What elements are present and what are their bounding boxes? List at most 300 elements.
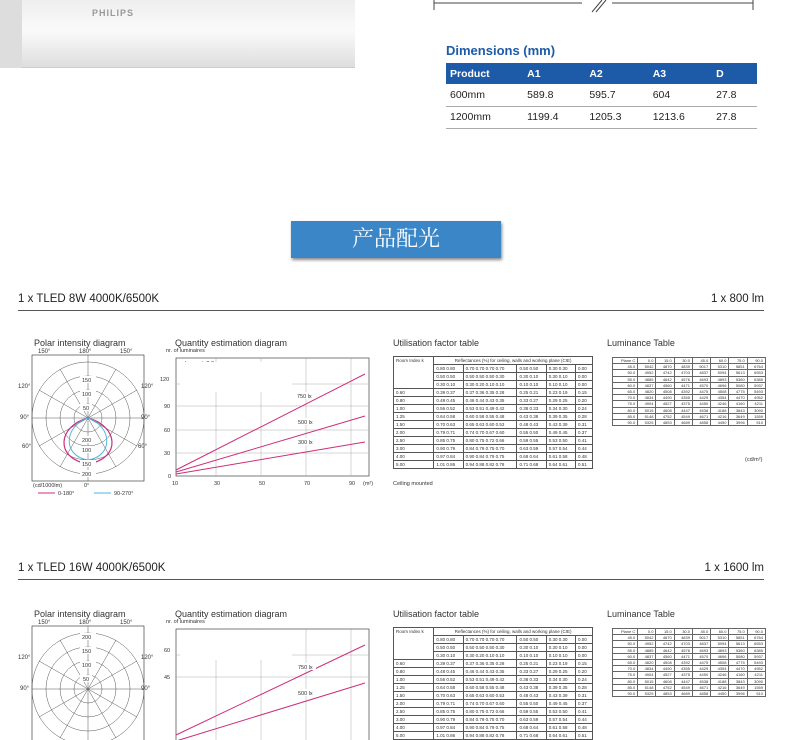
table-cell: 1.50	[394, 421, 434, 429]
table-cell: 0.61 0.58	[546, 453, 575, 461]
table-cell: 0.68 0.64	[517, 453, 546, 461]
table-cell: 4560	[656, 382, 674, 388]
table-cell: 5042	[638, 364, 656, 370]
table-cell: 4870	[656, 635, 674, 641]
table-cell: 4885	[638, 647, 656, 653]
table-cell: 5017	[692, 635, 710, 641]
header-cell: 30.0	[674, 629, 692, 635]
table-cell: 4392	[674, 659, 692, 665]
table-cell: 4858	[692, 690, 710, 696]
table-cell: 6764	[747, 364, 765, 370]
table-cell: 0.59 0.55	[517, 437, 546, 445]
table-cell: 0.64 0.58	[434, 413, 463, 421]
table-cell: 0.49 0.45	[546, 700, 575, 708]
table-cell: 4355	[674, 395, 692, 401]
section-header-8w	[18, 289, 764, 311]
xtick: 10	[172, 481, 179, 487]
table-cell: 4703	[674, 641, 692, 647]
table-cell: 2.50	[394, 708, 434, 716]
table-cell: 4904	[638, 401, 656, 407]
line-label: 300 lx	[298, 440, 313, 446]
table-cell: 4471	[674, 382, 692, 388]
angle-label: 120°	[18, 384, 31, 390]
header-cell: 75.0	[729, 629, 747, 635]
table-row	[394, 429, 593, 437]
table-cell: 0.31	[576, 692, 593, 700]
table-cell: 0.84 0.79 0.75 0.70	[463, 716, 517, 724]
table-cell: 0.43 0.38	[517, 413, 546, 421]
table-cell: 0.90 0.79	[434, 716, 463, 724]
table-cell: 0.49 0.45	[546, 429, 575, 437]
table-cell: 0.10 0.10	[546, 381, 575, 389]
table-cell: 50.0	[613, 641, 638, 647]
table-cell: 3649	[729, 413, 747, 419]
table-cell: 45.0	[613, 364, 638, 370]
table-cell: 0.44	[576, 445, 593, 453]
polar-title: Polar intensity diagram	[34, 338, 126, 348]
xtick: 30	[214, 481, 221, 487]
table-cell: 0.50 0.50 0.50 0.30	[463, 373, 517, 381]
table-cell: 4508	[711, 388, 729, 394]
dimensions-title: Dimensions (mm)	[446, 43, 556, 58]
header-cell: 15.0	[656, 629, 674, 635]
table-cell: 4.00	[394, 453, 434, 461]
table-cell: 65.0	[613, 659, 638, 665]
table-cell: 6553	[747, 370, 765, 376]
table-cell: 0.46 0.44 0.43 0.35	[463, 397, 517, 405]
table-cell: 5080	[729, 382, 747, 388]
table-cell: 0.00	[576, 636, 593, 644]
table-cell: 0.85 0.75	[434, 437, 463, 445]
luminance-title: Luminance Table	[607, 338, 675, 348]
table-cell: 4853	[656, 419, 674, 425]
table-cell: 0.48 0.45	[434, 668, 463, 676]
table-cell: 4560	[656, 653, 674, 659]
table-cell: 3996	[729, 690, 747, 696]
table-cell: 4475	[692, 388, 710, 394]
line-label: 750 lx	[297, 394, 312, 400]
table-cell: 0.30 0.10	[546, 644, 575, 652]
table-cell: 4703	[674, 370, 692, 376]
table-row	[446, 106, 757, 128]
table-cell: 589.8	[523, 84, 585, 106]
xunit: (m²)	[363, 481, 374, 487]
ytick: 60	[164, 648, 171, 654]
table-cell: 0.39 0.37	[434, 660, 463, 668]
table-cell: 4839	[674, 364, 692, 370]
table-cell: 4549	[674, 684, 692, 690]
table-cell: 1.00	[394, 405, 434, 413]
table-cell: 595.7	[585, 84, 648, 106]
table-cell: 0.34 0.30	[546, 676, 575, 684]
table-cell: 4216	[711, 413, 729, 419]
table-cell: 4742	[656, 641, 674, 647]
table-cell: 4608	[656, 678, 674, 684]
table-cell: 4952	[638, 370, 656, 376]
table-cell: 3649	[729, 684, 747, 690]
table-cell: 4450	[711, 690, 729, 696]
table-cell: 4354	[711, 666, 729, 672]
quantity-ylabel: nr. of luminaires	[166, 348, 205, 354]
table-cell: 70.0	[613, 395, 638, 401]
table-cell: 1559	[747, 684, 765, 690]
table-row	[394, 413, 593, 421]
table-cell: 4858	[692, 419, 710, 425]
table-cell: 4447	[674, 678, 692, 684]
table-cell: 4834	[638, 395, 656, 401]
table-cell: 0.28	[576, 413, 593, 421]
ring-label: 200	[82, 438, 92, 444]
tube-end-cap	[0, 0, 22, 68]
uf-footer: Ceiling mounted	[393, 481, 433, 487]
ytick: 45	[164, 675, 171, 681]
table-cell: 4671	[692, 684, 710, 690]
table-cell: 0.90 0.84 0.79 0.75	[463, 724, 517, 732]
polar-title: Polar intensity diagram	[34, 609, 126, 619]
table-cell: 4952	[638, 641, 656, 647]
table-cell: 1200mm	[446, 106, 523, 128]
angle-label: 60°	[22, 444, 32, 450]
table-cell: 5613	[729, 641, 747, 647]
table-cell: 4642	[656, 376, 674, 382]
table-cell: 0.71 0.68	[517, 732, 546, 740]
table-cell: 4490	[656, 395, 674, 401]
header-cell: A3	[649, 63, 712, 84]
table-cell: 4576	[674, 376, 692, 382]
table-cell: 0.80	[394, 668, 434, 676]
table-cell: 1.01 0.86	[434, 732, 463, 740]
utilisation-factor-table	[393, 356, 593, 469]
table-cell: 0.80 0.75 0.72 0.66	[463, 708, 517, 716]
header-cell: 30.0	[674, 358, 692, 364]
table-cell: 60.0	[613, 382, 638, 388]
xtick: 50	[259, 481, 266, 487]
table-cell: 4689	[674, 419, 692, 425]
table-row	[394, 708, 593, 716]
table-cell: 4211	[747, 401, 765, 407]
table-cell: 0.84 0.79 0.75 0.70	[463, 445, 517, 453]
table-cell: 0.39 0.35	[546, 413, 575, 421]
table-cell: 0.79 0.71	[434, 700, 463, 708]
line-label: 500 lx	[298, 691, 313, 697]
ytick: 90	[164, 404, 171, 410]
angle-label: 120°	[141, 655, 154, 661]
table-cell: 2.50	[394, 437, 434, 445]
angle-label: 180°	[79, 620, 92, 626]
table-row	[394, 660, 593, 668]
table-cell: 4576	[674, 647, 692, 653]
header-cell: 0.0	[638, 358, 656, 364]
header-cell: 45.0	[692, 358, 710, 364]
ring-label: 200	[82, 635, 92, 641]
ring-label: 150	[82, 378, 92, 384]
table-cell: 0.60	[394, 389, 434, 397]
table-cell: 4246	[711, 401, 729, 407]
table-cell: 0.50 0.50	[517, 365, 546, 373]
table-cell: 4752	[656, 684, 674, 690]
ytick: 0	[168, 474, 172, 480]
table-row	[394, 461, 593, 469]
table-cell: 4429	[692, 395, 710, 401]
table-cell: 0.39 0.37	[434, 389, 463, 397]
table-cell: 1213.6	[649, 106, 712, 128]
ring-label: 150	[82, 462, 92, 468]
uf-title: Utilisation factor table	[393, 338, 480, 348]
quantity-estimation-diagram	[160, 354, 380, 490]
table-cell: 1205.3	[585, 106, 648, 128]
table-cell: 0.51	[576, 732, 593, 740]
table-cell: 3843	[729, 678, 747, 684]
table-cell: 4570	[692, 382, 710, 388]
table-cell: 0.43 0.39	[546, 421, 575, 429]
luminance-unit: (cd/m²)	[745, 457, 763, 463]
table-cell: 0.97 0.84	[434, 724, 463, 732]
table-cell: 4642	[656, 647, 674, 653]
table-cell: 3090	[747, 407, 765, 413]
table-cell: 4188	[711, 678, 729, 684]
table-cell: 5017	[692, 364, 710, 370]
table-cell: 0.48 0.43	[517, 692, 546, 700]
xtick: 70	[304, 481, 311, 487]
table-cell: 5.00	[394, 461, 434, 469]
table-cell: 0.59 0.55	[517, 708, 546, 716]
table-cell: 0.57 0.54	[546, 716, 575, 724]
uf-room-index: Room Index k	[394, 628, 434, 660]
table-cell: 4447	[674, 407, 692, 413]
table-cell: 4853	[656, 690, 674, 696]
table-cell: 0.70 0.63	[434, 421, 463, 429]
polar-intensity-diagram	[18, 617, 166, 701]
table-cell: 0.80 0.80	[434, 365, 463, 373]
table-cell: 4211	[747, 672, 765, 678]
table-cell: 0.34 0.30	[546, 405, 575, 413]
table-row	[394, 389, 593, 397]
table-cell: 0.15	[576, 660, 593, 668]
table-cell: 4570	[692, 653, 710, 659]
quantity-estimation-diagram	[160, 625, 380, 701]
table-cell: 0.48 0.45	[434, 397, 463, 405]
header-cell: A2	[585, 63, 648, 84]
table-cell: 0.28	[576, 684, 593, 692]
table-cell: 4538	[692, 678, 710, 684]
table-cell: 0.33 0.27	[517, 397, 546, 405]
table-cell: 90.0	[613, 419, 638, 425]
luminance-title: Luminance Table	[607, 609, 675, 619]
table-cell: 4450	[711, 419, 729, 425]
table-cell: 0.25 0.21	[517, 389, 546, 397]
table-row	[394, 700, 593, 708]
table-cell: 85.0	[613, 684, 638, 690]
table-cell: 4671	[692, 413, 710, 419]
table-cell: 4450	[692, 672, 710, 678]
table-cell: 4355	[674, 666, 692, 672]
table-cell: 600mm	[446, 84, 523, 106]
table-cell: 50.0	[613, 370, 638, 376]
table-cell: 4188	[711, 407, 729, 413]
table-row	[613, 419, 766, 425]
legend-0-180: 0-180°	[58, 491, 75, 497]
table-cell: 5613	[729, 370, 747, 376]
table-cell: 90.0	[613, 690, 638, 696]
table-cell: 510	[747, 690, 765, 696]
table-row	[613, 690, 766, 696]
brand-label: PHILIPS	[92, 8, 135, 18]
table-cell: 5310	[711, 635, 729, 641]
table-cell: 4246	[711, 672, 729, 678]
table-cell: 0.64 0.61	[546, 461, 575, 469]
table-cell: 5.00	[394, 732, 434, 740]
table-cell: 85.0	[613, 413, 638, 419]
angle-label: 90°	[141, 415, 151, 421]
angle-label: 150°	[38, 349, 51, 355]
table-cell: 4696	[711, 653, 729, 659]
table-cell: 0.50 0.50	[434, 644, 463, 652]
table-cell: 0.46 0.44 0.43 0.35	[463, 668, 517, 676]
table-cell: 0.29 0.25	[546, 668, 575, 676]
header-cell: 60.0	[711, 629, 729, 635]
table-cell: 0.38 0.33	[517, 405, 546, 413]
angle-label: 120°	[18, 655, 31, 661]
line-label: 500 lx	[298, 420, 313, 426]
table-cell: 5851	[729, 635, 747, 641]
table-cell: 0.31	[576, 421, 593, 429]
table-cell: 0.85 0.75	[434, 708, 463, 716]
table-cell: 5015	[638, 678, 656, 684]
table-cell: 4752	[656, 413, 674, 419]
table-cell: 0.50 0.50	[517, 636, 546, 644]
polar-intensity-diagram	[18, 346, 166, 500]
table-cell: 0.61 0.58	[546, 724, 575, 732]
ring-label: 150	[82, 649, 92, 655]
table-cell: 0.23 0.19	[546, 389, 575, 397]
table-cell: 0.80	[394, 397, 434, 405]
table-cell: 5015	[638, 407, 656, 413]
table-cell: 0.10 0.10	[517, 652, 546, 660]
table-cell: 4839	[674, 635, 692, 641]
table-cell: 5042	[638, 635, 656, 641]
ytick: 60	[164, 428, 171, 434]
ring-label: 200	[82, 472, 92, 478]
table-cell: 0.37 0.36 0.35 0.28	[463, 660, 517, 668]
table-cell: 3.00	[394, 716, 434, 724]
table-cell: 75.0	[613, 401, 638, 407]
table-cell: 80.0	[613, 678, 638, 684]
table-cell: 0.68 0.64	[517, 724, 546, 732]
table-cell: 0.30 0.30	[546, 365, 575, 373]
table-cell: 5148	[638, 413, 656, 419]
table-cell: 4689	[674, 690, 692, 696]
table-cell: 4837	[638, 653, 656, 659]
table-cell: 0.00	[576, 365, 593, 373]
table-cell: 4834	[638, 666, 656, 672]
quantity-title: Quantity estimation diagram	[175, 609, 288, 619]
table-cell: 0.37 0.36 0.35 0.28	[463, 389, 517, 397]
table-row	[394, 397, 593, 405]
header-cell: Plane C	[613, 629, 638, 635]
table-cell: 0.24	[576, 676, 593, 684]
table-row	[394, 724, 593, 732]
table-cell: 4775	[729, 659, 747, 665]
header-cell: 90.0	[747, 358, 765, 364]
table-cell: 4820	[638, 659, 656, 665]
legend-90-270: 90-270°	[114, 491, 134, 497]
table-cell: 5310	[711, 364, 729, 370]
table-cell: 4392	[674, 388, 692, 394]
table-cell: 5493	[747, 388, 765, 394]
table-cell: 1.00	[394, 676, 434, 684]
table-cell: 4837	[692, 641, 710, 647]
table-cell: 0.48	[576, 724, 593, 732]
table-cell: 0.74 0.70 0.67 0.60	[463, 700, 517, 708]
table-cell: 0.80 0.80	[434, 636, 463, 644]
table-cell: 3090	[747, 678, 765, 684]
table-cell: 0.51	[576, 461, 593, 469]
uf-header: Reflectances (%) for ceiling, walls and working plane (CIE)	[434, 628, 593, 636]
table-cell: 4904	[638, 672, 656, 678]
table-cell: 4160	[729, 401, 747, 407]
dimension-drawing	[432, 0, 755, 12]
angle-label: 0°	[84, 483, 90, 489]
table-cell: 0.71 0.68	[517, 461, 546, 469]
angle-label: 180°	[79, 349, 92, 355]
quantity-title: Quantity estimation diagram	[175, 338, 288, 348]
angle-label: 150°	[38, 620, 51, 626]
table-cell: 4375	[674, 672, 692, 678]
table-cell: 0.55 0.50	[517, 700, 546, 708]
table-cell: 4952	[747, 395, 765, 401]
table-cell: 4216	[711, 684, 729, 690]
table-cell: 0.33 0.27	[517, 668, 546, 676]
table-cell: 4870	[656, 364, 674, 370]
table-cell: 0.60 0.58 0.55 0.48	[463, 413, 517, 421]
table-cell: 0.23 0.19	[546, 660, 575, 668]
table-cell: 4470	[729, 666, 747, 672]
table-cell: 5360	[729, 647, 747, 653]
line-label: 750 lx	[298, 665, 313, 671]
table-cell: 0.63 0.59	[517, 445, 546, 453]
uf-header-row	[394, 628, 593, 636]
table-cell: 5937	[747, 382, 765, 388]
table-cell: 4952	[747, 666, 765, 672]
table-cell: 4470	[729, 395, 747, 401]
table-cell: 70.0	[613, 666, 638, 672]
table-row	[394, 692, 593, 700]
ring-label: 100	[82, 448, 92, 454]
table-cell: 5937	[747, 653, 765, 659]
table-cell: 0.10 0.10	[517, 381, 546, 389]
table-cell: 0.70 0.63	[434, 692, 463, 700]
angle-label: 90°	[20, 415, 30, 421]
table-cell: 4885	[638, 376, 656, 382]
table-cell: 0.74 0.70 0.67 0.60	[463, 429, 517, 437]
table-cell: 0.44	[576, 716, 593, 724]
table-cell: 27.8	[712, 106, 757, 128]
ring-label: 50	[83, 406, 90, 412]
ring-label: 100	[82, 663, 92, 669]
dimensions-header-row	[446, 63, 757, 84]
polar-unit: (cd/1000lm)	[33, 483, 63, 489]
table-cell: 1.50	[394, 692, 434, 700]
table-cell: 2.00	[394, 700, 434, 708]
uf-header-row	[394, 357, 593, 365]
table-cell: 0.00	[576, 652, 593, 660]
table-cell: 0.90 0.79	[434, 445, 463, 453]
table-cell: 0.94 0.88 0.82 0.78	[463, 461, 517, 469]
angle-label: 60°	[138, 444, 148, 450]
table-cell: 55.0	[613, 376, 638, 382]
table-cell: 4508	[656, 388, 674, 394]
table-cell: 0.38 0.33	[517, 676, 546, 684]
